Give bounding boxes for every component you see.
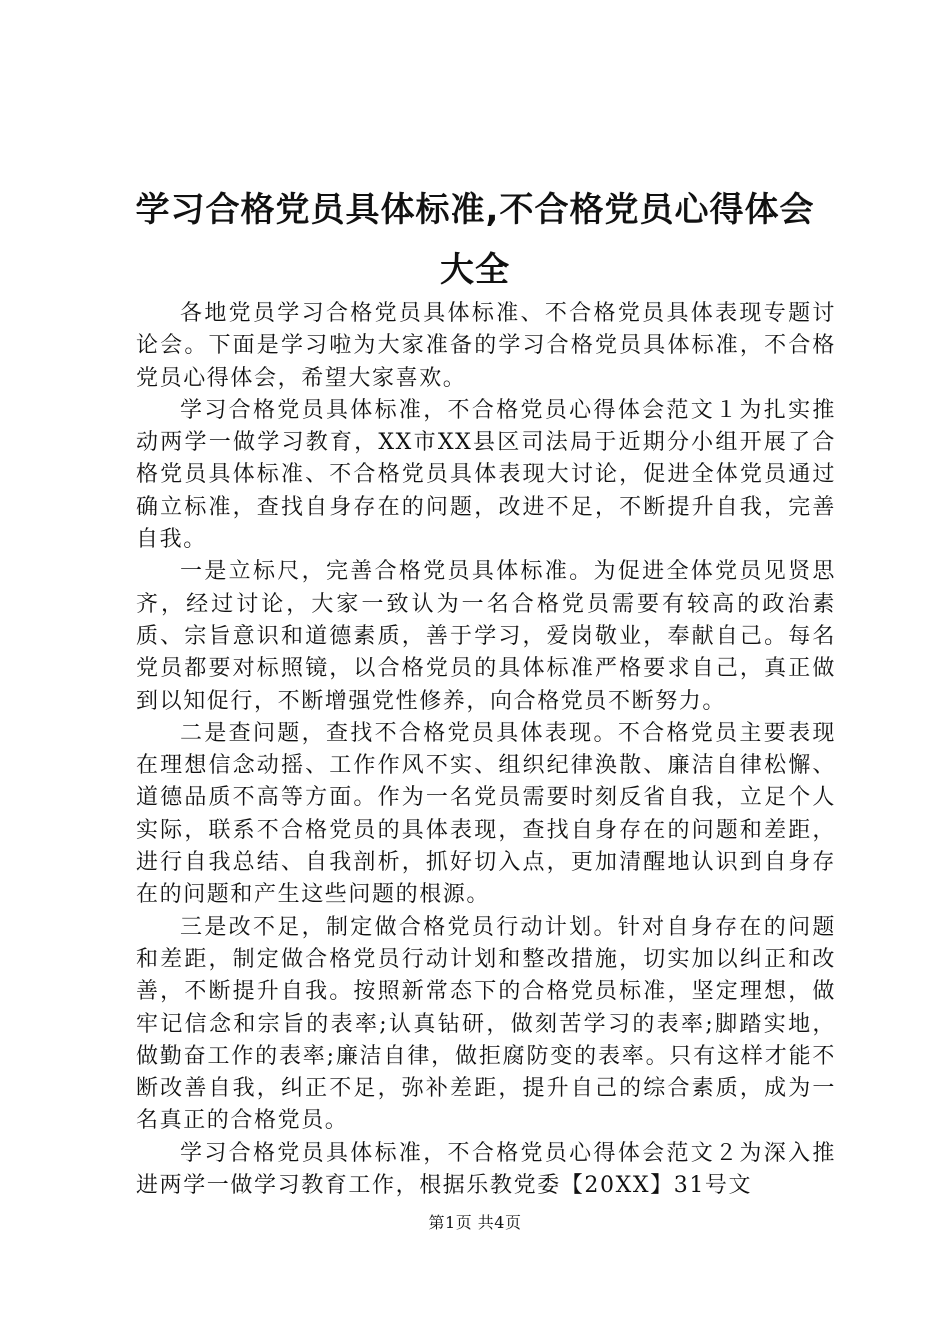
paragraph-example-1: 学习合格党员具体标准，不合格党员心得体会范文１为扎实推动两学一做学习教育，XX市XX县区司法局于近期分小组开展了合格党员具体标准、不合格党员具体表现大讨论，促进全体党员通过确立标准，查找自身存在的问题，改进不足，不断提升自我，完善自我。 [136,397,836,553]
document-title-line-2: 大全 [440,250,510,290]
page-number-footer: 第1页 共4页 [428,1213,522,1232]
document-body [136,298,836,1202]
paragraph-example-2: 学习合格党员具体标准，不合格党员心得体会范文２为深入推进两学一做学习教育工作，根据乐教党委【20XX】31号文 [136,1140,836,1199]
paragraph-point-2: 二是查问题，查找不合格党员具体表现。不合格党员主要表现在理想信念动摇、工作作风不实、组织纪律涣散、廉洁自律松懈、道德品质不高等方面。作为一名党员需要时刻反省自我，立足个人实际，联系不合格党员的具体表现，查找自身存在的问题和差距，进行自我总结、自我剖析，抓好切入点，更加清醒地认识到自身存在的问题和产生这些问题的根源。 [136,720,836,908]
paragraph-intro: 各地党员学习合格党员具体标准、不合格党员具体表现专题讨论会。下面是学习啦为大家准备的学习合格党员具体标准，不合格党员心得体会，希望大家喜欢。 [136,301,836,391]
paragraph-point-3: 三是改不足，制定做合格党员行动计划。针对自身存在的问题和差距，制定做合格党员行动计划和整改措施，切实加以纠正和改善，不断提升自我。按照新常态下的合格党员标准，坚定理想，做牢记信念和宗旨的表率;认真钻研，做刻苦学习的表率;脚踏实地，做勤奋工作的表率;廉洁自律，做拒腐防变的表率。只有这样才能不断改善自我，纠正不足，弥补差距，提升自己的综合素质，成为一名真正的合格党员。 [136,914,836,1134]
document-title-line-1: 学习合格党员具体标准,不合格党员心得体会 [135,190,815,230]
paragraph-point-1: 一是立标尺，完善合格党员具体标准。为促进全体党员见贤思齐，经过讨论，大家一致认为一名合格党员需要有较高的政治素质、宗旨意识和道德素质，善于学习，爱岗敬业，奉献自己。每名党员都要对标照镜，以合格党员的具体标准严格要求自己，真正做到以知促行，不断增强党性修养，向合格党员不断努力。 [136,559,836,714]
